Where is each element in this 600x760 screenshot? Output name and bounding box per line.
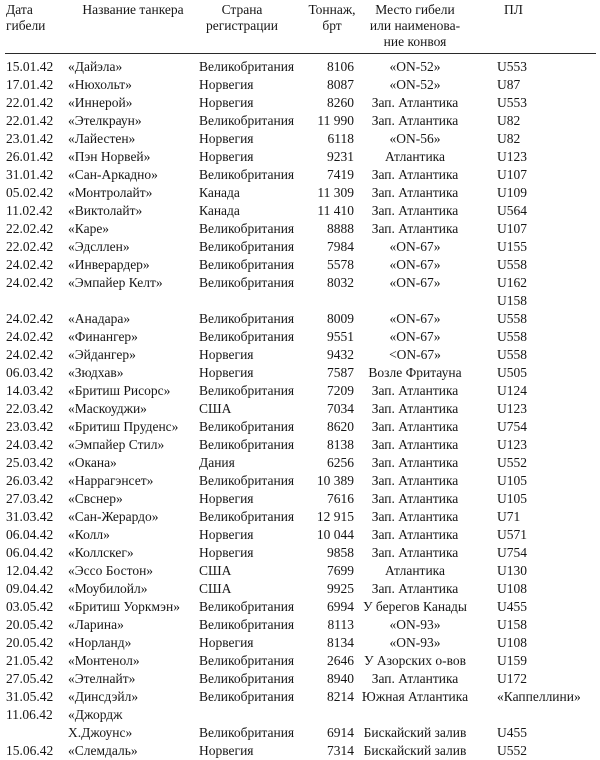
cell-sub: U123 (497, 149, 527, 164)
cell-name: «Бритиш Пруденс» (68, 419, 179, 434)
cell-sub: U87 (497, 77, 521, 92)
cell-place: Бискайский залив (363, 725, 467, 740)
cell-place: «ON-67» (389, 239, 441, 254)
cell-country: Великобритания (199, 437, 295, 452)
cell-date: 15.06.42 (6, 743, 54, 758)
column-header-tonnage (305, 2, 359, 50)
cell-tonnage: 8940 (327, 671, 354, 686)
cell-name: «Слемдаль» (68, 743, 138, 758)
cell-tonnage: 8113 (327, 617, 354, 632)
cell-sub: U130 (497, 563, 527, 578)
cell-country: Канада (199, 185, 240, 200)
table-body (5, 58, 596, 760)
cell-place: Зап. Атлантика (371, 419, 459, 434)
cell-country: Норвегия (199, 149, 254, 164)
cell-country: Великобритания (199, 653, 295, 668)
table-row (5, 328, 596, 346)
cell-date: 17.01.42 (6, 77, 54, 92)
cell-sub: U82 (497, 131, 521, 146)
cell-sub: U123 (497, 401, 527, 416)
cell-name: «Окана» (68, 455, 117, 470)
cell-tonnage: 8888 (327, 221, 354, 236)
cell-name: «Финангер» (68, 329, 138, 344)
cell-date (5, 292, 67, 310)
cell-sub: U71 (497, 509, 521, 524)
cell-tonnage: 2646 (327, 653, 354, 668)
cell-place: Зап. Атлантика (371, 113, 459, 128)
cell-sub: U172 (497, 671, 527, 686)
cell-name: «Норланд» (68, 635, 132, 650)
cell-country: Великобритания (199, 113, 295, 128)
cell-sub: U455 (497, 725, 527, 740)
table-row (5, 382, 596, 400)
cell-country: Великобритания (199, 509, 295, 524)
cell-place: «ON-93» (389, 635, 441, 650)
cell-country: Норвегия (199, 365, 254, 380)
cell-date: 11.06.42 (6, 707, 53, 722)
cell-country: Канада (199, 203, 240, 218)
cell-place: Зап. Атлантика (371, 221, 459, 236)
cell-name: «Сан-Аркадно» (68, 167, 158, 182)
cell-name: «Эйдангер» (68, 347, 136, 362)
table-row (5, 346, 596, 364)
cell-sub: U159 (497, 653, 527, 668)
cell-place: Южная Атлантика (361, 689, 469, 704)
cell-tonnage: 9925 (327, 581, 354, 596)
table-row (5, 220, 596, 238)
cell-country: Великобритания (199, 419, 295, 434)
table-row (5, 742, 596, 760)
cell-tonnage: 6118 (327, 131, 354, 146)
cell-name: «Эмпайер Келт» (68, 275, 163, 290)
cell-sub: U455 (497, 599, 527, 614)
cell-name: Х.Джоунс» (68, 725, 133, 740)
column-header-country (199, 2, 305, 50)
cell-tonnage: 8138 (327, 437, 354, 452)
cell-country: Великобритания (199, 221, 295, 236)
column-header-line: гибели (6, 18, 46, 33)
table-row (5, 508, 596, 526)
cell-date: 06.04.42 (6, 545, 54, 560)
cell-date: 12.04.42 (6, 563, 54, 578)
cell-place: Зап. Атлантика (371, 491, 459, 506)
cell-country: Великобритания (199, 59, 295, 74)
cell-name: «Динсдэйл» (68, 689, 139, 704)
table-row (5, 112, 596, 130)
cell-name: «Пэн Норвей» (68, 149, 151, 164)
cell-country: Норвегия (199, 131, 254, 146)
cell-name: «Виктолайт» (68, 203, 143, 218)
cell-name: «Ларина» (68, 617, 124, 632)
cell-place: Зап. Атлантика (371, 437, 459, 452)
cell-sub: U754 (497, 419, 527, 434)
column-header-line: Тоннаж, (308, 2, 356, 17)
cell-tonnage: 7984 (327, 239, 354, 254)
cell-tonnage: 8009 (327, 311, 354, 326)
table-row (5, 580, 596, 598)
cell-country: Великобритания (199, 257, 295, 272)
cell-date: 09.04.42 (6, 581, 54, 596)
cell-tonnage: 10 044 (316, 527, 354, 542)
column-header-line: или наименова- (369, 18, 461, 33)
cell-place: «ON-52» (389, 59, 441, 74)
table-row (5, 166, 596, 184)
cell-place: «ON-93» (389, 617, 441, 632)
cell-place: Бискайский залив (363, 743, 467, 758)
cell-tonnage: 7616 (327, 491, 354, 506)
cell-name: «Монтролайт» (68, 185, 153, 200)
cell-sub: U158 (497, 617, 527, 632)
cell-tonnage: 9551 (327, 329, 354, 344)
cell-sub: U105 (497, 491, 527, 506)
cell-name: «Эмпайер Стил» (68, 437, 165, 452)
cell-tonnage: 8087 (327, 77, 354, 92)
cell-name: «Эссо Бостон» (68, 563, 154, 578)
cell-tonnage: 8106 (327, 59, 354, 74)
cell-date: 06.04.42 (6, 527, 54, 542)
cell-date: 22.02.42 (6, 239, 54, 254)
table-row (5, 706, 596, 724)
cell-sub: «Каппеллини» (497, 689, 581, 704)
cell-sub: U105 (497, 473, 527, 488)
cell-name (67, 292, 199, 310)
cell-country: Норвегия (199, 545, 254, 560)
table-row (5, 724, 596, 742)
cell-country: Дания (199, 455, 235, 470)
cell-date: 22.01.42 (6, 113, 54, 128)
cell-date: 22.02.42 (6, 221, 54, 236)
cell-sub: U558 (497, 257, 527, 272)
column-header-name (67, 2, 199, 50)
cell-tonnage: 7587 (327, 365, 354, 380)
table-row (5, 634, 596, 652)
cell-place: <ON-67» (389, 347, 441, 362)
table-row (5, 274, 596, 292)
cell-tonnage: 6914 (327, 725, 354, 740)
cell-sub: U123 (497, 437, 527, 452)
cell-place: Зап. Атлантика (371, 185, 459, 200)
cell-country: Великобритания (199, 383, 295, 398)
cell-name: «Нюхольт» (68, 77, 132, 92)
cell-date: 27.05.42 (6, 671, 54, 686)
cell-country: Норвегия (199, 635, 254, 650)
cell-name: «Этелнайт» (68, 671, 136, 686)
table-row (5, 310, 596, 328)
table-row (5, 292, 596, 310)
cell-name: «Инверардер» (68, 257, 150, 272)
cell-sub: U82 (497, 113, 521, 128)
table-row (5, 418, 596, 436)
table-row (5, 616, 596, 634)
cell-place (359, 706, 471, 724)
cell-place: У Азорских о-вов (364, 653, 466, 668)
cell-tonnage: 8260 (327, 95, 354, 110)
cell-tonnage: 8032 (327, 275, 354, 290)
cell-name: «Иннерой» (68, 95, 133, 110)
cell-date (5, 724, 67, 742)
column-header-date (5, 2, 67, 50)
cell-date: 24.02.42 (6, 347, 54, 362)
cell-place: Зап. Атлантика (371, 455, 459, 470)
cell-sub: U108 (497, 581, 527, 596)
cell-country: Норвегия (199, 743, 254, 758)
cell-place: Атлантика (384, 563, 446, 578)
cell-sub: U108 (497, 635, 527, 650)
cell-tonnage (305, 706, 359, 724)
cell-sub: U124 (497, 383, 527, 398)
table-row (5, 490, 596, 508)
table-row (5, 94, 596, 112)
cell-date: 20.05.42 (6, 635, 54, 650)
cell-country: Норвегия (199, 347, 254, 362)
cell-country: Великобритания (199, 689, 295, 704)
cell-sub: U558 (497, 329, 527, 344)
cell-name: «Моубилойл» (68, 581, 148, 596)
cell-name: «Джордж (68, 707, 123, 722)
cell-country (199, 706, 305, 724)
cell-sub: U754 (497, 545, 527, 560)
cell-tonnage: 5578 (327, 257, 354, 272)
cell-date: 06.03.42 (6, 365, 54, 380)
cell-tonnage: 9432 (327, 347, 354, 362)
cell-sub: U155 (497, 239, 527, 254)
cell-date: 23.03.42 (6, 419, 54, 434)
cell-date: 03.05.42 (6, 599, 54, 614)
cell-date: 15.01.42 (6, 59, 54, 74)
cell-country: Норвегия (199, 77, 254, 92)
cell-date: 24.02.42 (6, 329, 54, 344)
cell-country: Великобритания (199, 167, 295, 182)
cell-tonnage: 7699 (327, 563, 354, 578)
cell-country: Великобритания (199, 617, 295, 632)
cell-sub: U162 (497, 275, 527, 290)
table-row (5, 238, 596, 256)
column-header-line: Название танкера (82, 2, 184, 17)
cell-date: 27.03.42 (6, 491, 54, 506)
cell-tonnage: 11 410 (317, 203, 354, 218)
cell-name: «Бритиш Рисорс» (68, 383, 171, 398)
table-row (5, 256, 596, 274)
table-row (5, 472, 596, 490)
cell-country: Великобритания (199, 725, 295, 740)
table-row (5, 454, 596, 472)
cell-place: «ON-52» (389, 77, 441, 92)
table-row (5, 202, 596, 220)
cell-date: 24.02.42 (6, 311, 54, 326)
cell-place: «ON-67» (389, 311, 441, 326)
cell-name: «Зюдхав» (68, 365, 124, 380)
cell-tonnage: 6256 (327, 455, 354, 470)
cell-tonnage: 7314 (327, 743, 354, 758)
cell-tonnage: 11 990 (317, 113, 354, 128)
cell-tonnage: 7419 (327, 167, 354, 182)
cell-country: Великобритания (199, 473, 295, 488)
cell-name: «Лайестен» (68, 131, 136, 146)
cell-country: Великобритания (199, 275, 295, 290)
cell-place: Возле Фритауна (368, 365, 462, 380)
cell-sub: U564 (497, 203, 527, 218)
cell-country: Великобритания (199, 311, 295, 326)
cell-place: Зап. Атлантика (371, 473, 459, 488)
cell-date: 05.02.42 (6, 185, 54, 200)
cell-sub: U558 (497, 347, 527, 362)
cell-tonnage: 7034 (327, 401, 354, 416)
column-header-line: Страна (221, 2, 263, 17)
table-row (5, 562, 596, 580)
cell-date: 31.01.42 (6, 167, 54, 182)
cell-sub (471, 706, 596, 724)
column-header-sub (471, 2, 596, 50)
table-row (5, 364, 596, 382)
cell-tonnage: 11 309 (317, 185, 354, 200)
cell-sub: U553 (497, 59, 527, 74)
table-row (5, 76, 596, 94)
cell-place: Зап. Атлантика (371, 203, 459, 218)
table-row (5, 436, 596, 454)
cell-country: США (199, 401, 232, 416)
cell-tonnage: 8134 (327, 635, 354, 650)
column-header-line: регистрации (206, 18, 278, 33)
cell-place: Зап. Атлантика (371, 671, 459, 686)
cell-place: Зап. Атлантика (371, 527, 459, 542)
cell-date: 25.03.42 (6, 455, 54, 470)
cell-tonnage: 9231 (327, 149, 354, 164)
cell-tonnage: 9858 (327, 545, 354, 560)
table-row (5, 58, 596, 76)
table-row (5, 652, 596, 670)
cell-sub: U558 (497, 311, 527, 326)
cell-place: Зап. Атлантика (371, 581, 459, 596)
cell-date: 23.01.42 (6, 131, 54, 146)
cell-name: «Дайэла» (68, 59, 123, 74)
cell-name: «Монтенол» (68, 653, 140, 668)
cell-country (199, 292, 305, 310)
cell-sub: U505 (497, 365, 527, 380)
cell-place: Зап. Атлантика (371, 95, 459, 110)
cell-tonnage: 7209 (327, 383, 354, 398)
cell-name: «Маскоуджи» (68, 401, 147, 416)
cell-tonnage: 6994 (327, 599, 354, 614)
cell-sub: U158 (497, 293, 527, 308)
column-header-line: брт (322, 18, 342, 33)
cell-date: 22.03.42 (6, 401, 54, 416)
cell-sub: U552 (497, 743, 527, 758)
column-header-line: ПЛ (504, 2, 523, 17)
cell-date: 11.02.42 (6, 203, 53, 218)
cell-date: 22.01.42 (6, 95, 54, 110)
cell-sub: U571 (497, 527, 527, 542)
table-header-row (5, 2, 596, 54)
cell-country: Великобритания (199, 329, 295, 344)
table-row (5, 148, 596, 166)
cell-country: США (199, 581, 232, 596)
cell-sub: U553 (497, 95, 527, 110)
cell-country: Великобритания (199, 671, 295, 686)
table-row (5, 184, 596, 202)
cell-tonnage: 8620 (327, 419, 354, 434)
cell-name: «Каре» (68, 221, 110, 236)
cell-date: 31.03.42 (6, 509, 54, 524)
cell-tonnage (305, 292, 359, 310)
column-header-place (359, 2, 471, 50)
cell-date: 20.05.42 (6, 617, 54, 632)
cell-place: «ON-56» (389, 131, 441, 146)
table-row (5, 400, 596, 418)
cell-place: Зап. Атлантика (371, 401, 459, 416)
cell-tonnage: 8214 (327, 689, 354, 704)
table-row (5, 598, 596, 616)
cell-place: «ON-67» (389, 275, 441, 290)
cell-tonnage: 10 389 (316, 473, 354, 488)
column-header-line: Место гибели (375, 2, 455, 17)
cell-place: Атлантика (384, 149, 446, 164)
cell-country: Норвегия (199, 95, 254, 110)
table-row (5, 526, 596, 544)
cell-sub: U552 (497, 455, 527, 470)
cell-name: «Анадара» (68, 311, 131, 326)
cell-date: 21.05.42 (6, 653, 54, 668)
cell-place: «ON-67» (389, 329, 441, 344)
cell-date: 31.05.42 (6, 689, 54, 704)
table-row (5, 670, 596, 688)
cell-country: Великобритания (199, 239, 295, 254)
cell-date: 24.02.42 (6, 275, 54, 290)
cell-place: У берегов Канады (362, 599, 468, 614)
cell-sub: U107 (497, 167, 527, 182)
table-row (5, 688, 596, 706)
cell-name: «Сан-Жерардо» (68, 509, 159, 524)
cell-date: 26.01.42 (6, 149, 54, 164)
cell-country: Норвегия (199, 527, 254, 542)
cell-country: США (199, 563, 232, 578)
cell-name: «Наррагэнсет» (68, 473, 154, 488)
cell-place (359, 292, 471, 310)
column-header-line: Дата (6, 2, 33, 17)
cell-name: «Коллскег» (68, 545, 134, 560)
cell-country: Норвегия (199, 491, 254, 506)
cell-sub: U107 (497, 221, 527, 236)
column-header-line: ние конвоя (383, 34, 447, 49)
cell-tonnage: 12 915 (316, 509, 354, 524)
cell-date: 24.02.42 (6, 257, 54, 272)
cell-place: «ON-67» (389, 257, 441, 272)
cell-name: «Этелкраун» (68, 113, 142, 128)
cell-country: Великобритания (199, 599, 295, 614)
cell-date: 26.03.42 (6, 473, 54, 488)
cell-place: Зап. Атлантика (371, 509, 459, 524)
cell-place: Зап. Атлантика (371, 383, 459, 398)
cell-name: «Колл» (68, 527, 110, 542)
cell-place: Зап. Атлантика (371, 167, 459, 182)
table-row (5, 544, 596, 562)
cell-name: «Свснер» (68, 491, 123, 506)
cell-sub: U109 (497, 185, 527, 200)
cell-date: 14.03.42 (6, 383, 54, 398)
cell-name: «Бритиш Уоркмэн» (68, 599, 180, 614)
table-row (5, 130, 596, 148)
cell-place: Зап. Атлантика (371, 545, 459, 560)
cell-date: 24.03.42 (6, 437, 54, 452)
cell-name: «Эдсллен» (68, 239, 130, 254)
